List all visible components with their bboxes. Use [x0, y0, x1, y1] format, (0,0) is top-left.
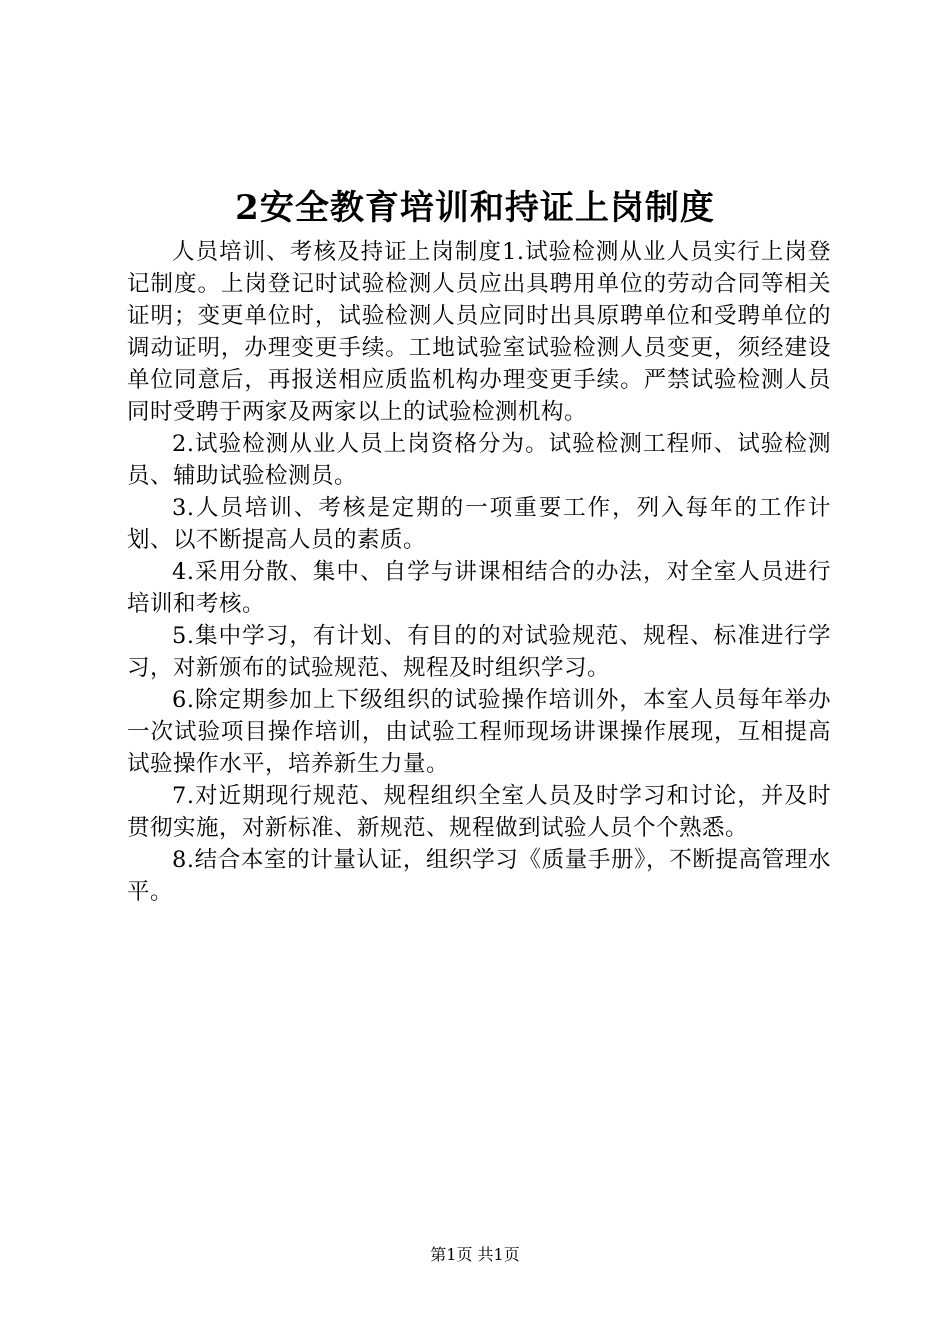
paragraph-8: 8.结合本室的计量认证，组织学习《质量手册》，不断提高管理水平。: [127, 847, 831, 905]
paragraph-6: 6.除定期参加上下级组织的试验操作培训外，本室人员每年举办一次试验项目操作培训，由试验工程师现场讲课操作展现，互相提高试验操作水平，培养新生力量。: [127, 687, 831, 777]
document-body: [127, 236, 831, 908]
page-footer: 第1页 共1页: [430, 1245, 520, 1264]
paragraph-7: 7.对近期现行规范、规程组织全室人员及时学习和讨论，并及时贯彻实施，对新标准、新规范、规程做到试验人员个个熟悉。: [127, 783, 831, 841]
document-title: 2安全教育培训和持证上岗制度: [235, 188, 715, 228]
paragraph-3: 3.人员培训、考核是定期的一项重要工作，列入每年的工作计划、以不断提高人员的素质。: [127, 495, 831, 553]
paragraph-4: 4.采用分散、集中、自学与讲课相结合的办法，对全室人员进行培训和考核。: [127, 559, 831, 617]
paragraph-5: 5.集中学习，有计划、有目的的对试验规范、规程、标准进行学习，对新颁布的试验规范、规程及时组织学习。: [127, 623, 831, 681]
paragraph-2: 2.试验检测从业人员上岗资格分为。试验检测工程师、试验检测员、辅助试验检测员。: [127, 431, 831, 489]
paragraph-1: 人员培训、考核及持证上岗制度1.试验检测从业人员实行上岗登记制度。上岗登记时试验检测人员应出具聘用单位的劳动合同等相关证明；变更单位时，试验检测人员应同时出具原聘单位和受聘单位的调动证明，办理变更手续。工地试验室试验检测人员变更，须经建设单位同意后，再报送相应质监机构办理变更手续。严禁试验检测人员同时受聘于两家及两家以上的试验检测机构。: [127, 239, 831, 425]
